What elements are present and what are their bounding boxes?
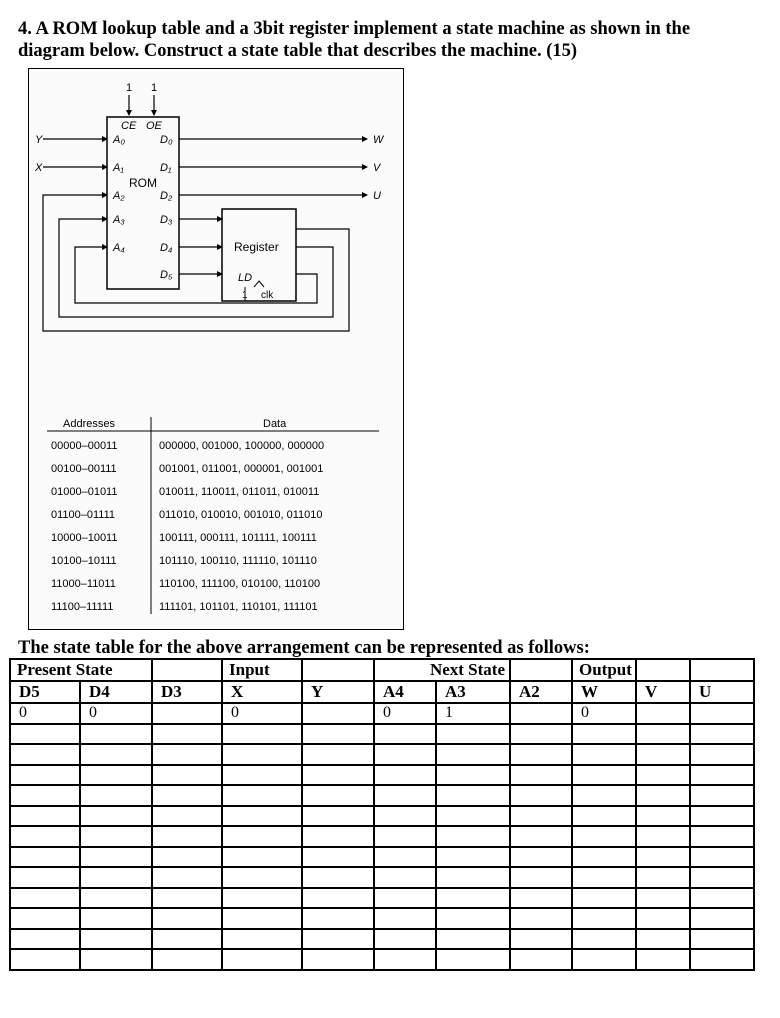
table-cell[interactable] xyxy=(80,867,152,888)
pin-a1: A₁ xyxy=(113,162,124,174)
table-row xyxy=(10,847,754,868)
table-cell[interactable] xyxy=(436,888,510,909)
ce-input-value: 1 xyxy=(125,82,133,94)
table-cell[interactable] xyxy=(572,867,636,888)
column-header-y: Y xyxy=(302,681,374,703)
rom-address-cell: 00000–00011 xyxy=(51,440,118,452)
table-cell[interactable] xyxy=(374,785,436,806)
addresses-header: Addresses xyxy=(63,418,115,430)
circuit-figure xyxy=(28,68,404,630)
group-present-state: Present State xyxy=(10,659,152,681)
table-cell[interactable] xyxy=(152,785,222,806)
table-row xyxy=(10,703,754,724)
rom-address-cell: 01100–01111 xyxy=(51,509,116,521)
oe-label: OE xyxy=(146,120,162,132)
table-cell[interactable] xyxy=(636,888,690,909)
table-cell[interactable] xyxy=(80,785,152,806)
column-header-d3: D3 xyxy=(152,681,222,703)
ld-label: LD xyxy=(238,272,253,284)
table-cell[interactable] xyxy=(374,908,436,929)
column-header-v: V xyxy=(636,681,690,703)
input-x-label: X xyxy=(35,162,43,174)
table-cell[interactable] xyxy=(636,908,690,929)
rom-data-cell: 111101, 101101, 110101, 111101 xyxy=(159,601,318,613)
table-cell[interactable] xyxy=(636,949,690,970)
table-cell[interactable] xyxy=(222,908,302,929)
table-cell[interactable] xyxy=(10,724,80,745)
group-output: Output xyxy=(572,659,636,681)
rom-address-cell: 00100–00111 xyxy=(51,463,117,475)
rom-address-cell: 11100–11111 xyxy=(51,601,114,613)
group-spacer xyxy=(302,659,374,681)
table-cell[interactable] xyxy=(10,929,80,950)
table-cell[interactable] xyxy=(690,765,754,786)
table-cell[interactable] xyxy=(152,826,222,847)
table-cell[interactable] xyxy=(690,847,754,868)
table-cell[interactable] xyxy=(80,847,152,868)
table-cell[interactable] xyxy=(222,929,302,950)
table-cell[interactable] xyxy=(690,806,754,827)
rom-data-cell: 110100, 111100, 010100, 110100 xyxy=(159,578,321,590)
table-cell[interactable] xyxy=(436,785,510,806)
table-cell[interactable] xyxy=(152,806,222,827)
table-cell[interactable] xyxy=(690,703,754,724)
oe-input-value: 1 xyxy=(150,82,158,94)
table-cell[interactable] xyxy=(302,744,374,765)
rom-address-cell: 11000–11011 xyxy=(51,578,116,590)
table-cell[interactable] xyxy=(374,949,436,970)
table-cell[interactable] xyxy=(152,847,222,868)
table-cell[interactable] xyxy=(436,826,510,847)
rom-data-cell: 000000, 001000, 100000, 000000 xyxy=(159,440,325,452)
table-cell[interactable] xyxy=(302,806,374,827)
table-cell[interactable] xyxy=(302,847,374,868)
pin-a0: A₀ xyxy=(113,134,125,146)
table-cell[interactable] xyxy=(436,724,510,745)
state-table xyxy=(9,658,755,971)
data-header: Data xyxy=(263,418,287,430)
table-cell[interactable] xyxy=(374,867,436,888)
table-cell[interactable] xyxy=(436,908,510,929)
table-row xyxy=(10,744,754,765)
table-cell[interactable] xyxy=(572,908,636,929)
table-cell[interactable] xyxy=(572,806,636,827)
table-cell[interactable] xyxy=(302,888,374,909)
table-cell[interactable] xyxy=(374,806,436,827)
column-header-w: W xyxy=(572,681,636,703)
table-cell[interactable] xyxy=(222,724,302,745)
table-cell[interactable] xyxy=(152,888,222,909)
column-header-a2: A2 xyxy=(510,681,572,703)
table-cell[interactable] xyxy=(222,888,302,909)
column-header-x: X xyxy=(222,681,302,703)
table-cell[interactable] xyxy=(636,744,690,765)
table-cell[interactable] xyxy=(510,724,572,745)
circuit-diagram xyxy=(29,69,403,629)
state-table-caption: The state table for the above arrangement can be represented as follows: xyxy=(18,638,590,658)
table-cell[interactable] xyxy=(436,867,510,888)
table-cell[interactable] xyxy=(152,744,222,765)
table-cell[interactable] xyxy=(572,744,636,765)
table-cell[interactable] xyxy=(222,847,302,868)
table-cell[interactable] xyxy=(636,806,690,827)
table-cell[interactable]: 0 xyxy=(374,703,436,724)
table-row xyxy=(10,785,754,806)
table-cell[interactable] xyxy=(222,826,302,847)
table-cell[interactable] xyxy=(152,703,222,724)
output-w-label: W xyxy=(373,134,384,146)
table-cell[interactable] xyxy=(436,847,510,868)
table-row xyxy=(10,888,754,909)
table-cell[interactable] xyxy=(510,826,572,847)
table-cell[interactable] xyxy=(510,744,572,765)
table-cell[interactable] xyxy=(10,806,80,827)
table-cell[interactable] xyxy=(302,949,374,970)
table-row xyxy=(10,826,754,847)
table-cell[interactable] xyxy=(510,867,572,888)
table-cell[interactable] xyxy=(436,806,510,827)
table-cell[interactable] xyxy=(690,867,754,888)
group-spacer xyxy=(152,659,222,681)
table-cell[interactable] xyxy=(636,867,690,888)
table-cell[interactable] xyxy=(436,929,510,950)
table-cell[interactable] xyxy=(10,867,80,888)
table-cell[interactable]: 0 xyxy=(80,703,152,724)
table-cell[interactable] xyxy=(302,765,374,786)
table-cell[interactable] xyxy=(222,806,302,827)
table-cell[interactable] xyxy=(10,888,80,909)
table-cell[interactable] xyxy=(10,847,80,868)
column-header-a4: A4 xyxy=(374,681,436,703)
rom-data-cell: 010011, 110011, 011011, 010011 xyxy=(159,486,320,498)
table-cell[interactable] xyxy=(80,765,152,786)
pin-a3: A₃ xyxy=(113,214,125,226)
table-cell[interactable] xyxy=(690,785,754,806)
table-row xyxy=(10,908,754,929)
table-cell[interactable] xyxy=(222,785,302,806)
table-cell[interactable] xyxy=(510,765,572,786)
table-cell[interactable] xyxy=(510,703,572,724)
pin-a4: A₄ xyxy=(113,242,125,254)
table-cell[interactable]: 0 xyxy=(222,703,302,724)
rom-address-cell: 01000–01011 xyxy=(51,486,118,498)
column-header-u: U xyxy=(690,681,754,703)
rom-address-cell: 10000–10011 xyxy=(51,532,118,544)
group-input: Input xyxy=(222,659,302,681)
table-cell[interactable] xyxy=(510,847,572,868)
table-row xyxy=(10,929,754,950)
table-cell[interactable] xyxy=(302,724,374,745)
table-cell[interactable] xyxy=(80,888,152,909)
pin-d3: D₃ xyxy=(160,214,173,226)
question-text: 4. A ROM lookup table and a 3bit register implement a state machine as shown in the diagram below. Construct a state table that describes the machine. (15) xyxy=(18,19,691,61)
group-header-row xyxy=(10,659,754,681)
rom-address-cell: 10100–10111 xyxy=(51,555,117,567)
table-cell[interactable] xyxy=(510,908,572,929)
table-cell[interactable] xyxy=(510,929,572,950)
rom-data-cell: 001001, 011001, 000001, 001001 xyxy=(159,463,324,475)
column-header-d4: D4 xyxy=(80,681,152,703)
table-cell[interactable] xyxy=(10,908,80,929)
table-cell[interactable] xyxy=(690,949,754,970)
rom-label: ROM xyxy=(129,176,157,190)
table-cell[interactable] xyxy=(10,826,80,847)
table-cell[interactable] xyxy=(80,806,152,827)
table-cell[interactable] xyxy=(636,847,690,868)
table-row xyxy=(10,867,754,888)
ld-value: 1 xyxy=(242,290,248,301)
table-cell[interactable]: 0 xyxy=(572,703,636,724)
table-row xyxy=(10,724,754,745)
table-cell[interactable] xyxy=(510,949,572,970)
group-next-state: Next State xyxy=(374,659,510,681)
table-cell[interactable] xyxy=(636,765,690,786)
table-cell[interactable] xyxy=(80,744,152,765)
table-cell[interactable] xyxy=(572,949,636,970)
pin-a2: A₂ xyxy=(113,190,125,202)
rom-data-cell: 011010, 010010, 001010, 011010 xyxy=(159,509,323,521)
column-header-row xyxy=(10,681,754,703)
column-header-a3: A3 xyxy=(436,681,510,703)
pin-d4: D₄ xyxy=(160,242,173,254)
table-cell[interactable] xyxy=(436,744,510,765)
table-cell[interactable] xyxy=(80,908,152,929)
table-cell[interactable] xyxy=(690,744,754,765)
table-cell[interactable] xyxy=(10,744,80,765)
ce-label: CE xyxy=(121,120,137,132)
clk-label: clk xyxy=(261,290,274,301)
table-cell[interactable] xyxy=(436,765,510,786)
output-u-label: U xyxy=(373,190,381,202)
table-cell[interactable] xyxy=(572,929,636,950)
table-cell[interactable] xyxy=(374,929,436,950)
table-cell[interactable] xyxy=(302,785,374,806)
table-cell[interactable] xyxy=(374,826,436,847)
table-cell[interactable] xyxy=(374,724,436,745)
table-cell[interactable] xyxy=(152,949,222,970)
table-cell[interactable] xyxy=(222,867,302,888)
table-cell[interactable] xyxy=(572,765,636,786)
pin-d1: D₁ xyxy=(160,162,172,174)
table-cell[interactable] xyxy=(374,888,436,909)
table-cell[interactable] xyxy=(690,826,754,847)
table-cell[interactable] xyxy=(10,785,80,806)
pin-d2: D₂ xyxy=(160,190,173,202)
table-cell[interactable]: 1 xyxy=(436,703,510,724)
table-cell[interactable] xyxy=(690,908,754,929)
table-cell[interactable] xyxy=(222,744,302,765)
table-cell[interactable] xyxy=(222,949,302,970)
table-cell[interactable] xyxy=(152,908,222,929)
input-y-label: Y xyxy=(35,134,43,146)
table-cell[interactable] xyxy=(152,867,222,888)
group-spacer xyxy=(636,659,690,681)
table-cell[interactable] xyxy=(302,908,374,929)
register-box xyxy=(222,209,296,301)
column-header-d5: D5 xyxy=(10,681,80,703)
table-cell[interactable] xyxy=(374,765,436,786)
table-cell[interactable] xyxy=(374,847,436,868)
table-cell[interactable] xyxy=(302,703,374,724)
table-cell[interactable] xyxy=(636,703,690,724)
table-cell[interactable] xyxy=(572,888,636,909)
table-cell[interactable] xyxy=(374,744,436,765)
table-row xyxy=(10,765,754,786)
output-v-label: V xyxy=(373,162,381,174)
rom-data-cell: 101110, 100110, 111110, 101110 xyxy=(159,555,317,567)
table-cell[interactable] xyxy=(572,826,636,847)
table-cell[interactable] xyxy=(152,929,222,950)
register-label: Register xyxy=(234,240,279,254)
table-row xyxy=(10,806,754,827)
table-cell[interactable] xyxy=(302,826,374,847)
table-cell[interactable] xyxy=(636,929,690,950)
table-cell[interactable] xyxy=(690,888,754,909)
table-cell[interactable] xyxy=(152,724,222,745)
table-row xyxy=(10,949,754,970)
table-cell[interactable] xyxy=(80,929,152,950)
table-cell[interactable] xyxy=(510,888,572,909)
table-cell[interactable] xyxy=(80,724,152,745)
table-cell[interactable] xyxy=(572,724,636,745)
table-cell[interactable] xyxy=(636,826,690,847)
table-cell[interactable] xyxy=(302,867,374,888)
rom-data-cell: 100111, 000111, 101111, 100111 xyxy=(159,532,317,544)
table-cell[interactable]: 0 xyxy=(10,703,80,724)
group-spacer xyxy=(690,659,754,681)
table-cell[interactable] xyxy=(10,765,80,786)
table-cell[interactable] xyxy=(222,765,302,786)
table-cell[interactable] xyxy=(80,826,152,847)
table-cell[interactable] xyxy=(80,949,152,970)
pin-d0: D₀ xyxy=(160,134,173,146)
table-cell[interactable] xyxy=(690,929,754,950)
table-cell[interactable] xyxy=(690,724,754,745)
table-cell[interactable] xyxy=(636,785,690,806)
table-cell[interactable] xyxy=(436,949,510,970)
table-cell[interactable] xyxy=(510,806,572,827)
table-cell[interactable] xyxy=(572,847,636,868)
table-cell[interactable] xyxy=(510,785,572,806)
pin-d5: D₅ xyxy=(160,269,173,281)
table-cell[interactable] xyxy=(152,765,222,786)
group-spacer xyxy=(510,659,572,681)
table-cell[interactable] xyxy=(572,785,636,806)
table-cell[interactable] xyxy=(10,949,80,970)
table-cell[interactable] xyxy=(636,724,690,745)
table-cell[interactable] xyxy=(302,929,374,950)
